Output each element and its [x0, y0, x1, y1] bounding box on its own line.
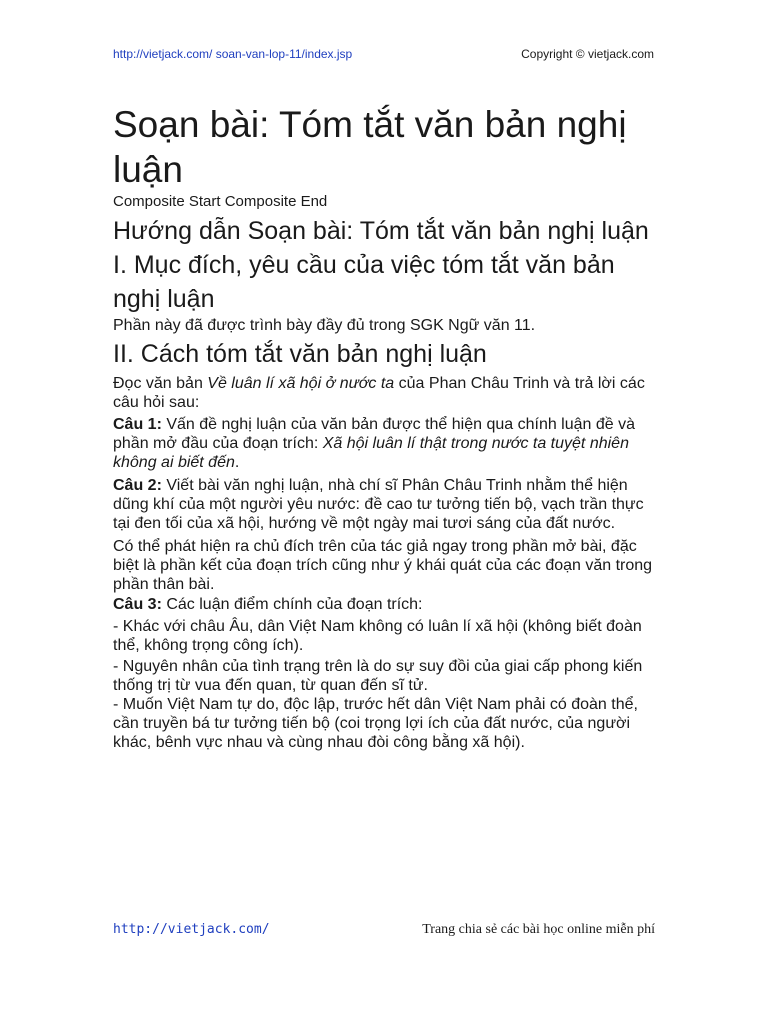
section2-heading: II. Cách tóm tắt văn bản nghị luận	[113, 340, 487, 368]
list-item: - Khác với châu Âu, dân Việt Nam không có luân lí xã hội (không biết đoàn thể, không trọng công ích).	[113, 618, 642, 654]
question-1	[113, 415, 658, 472]
q1-quote: Xã hội luân lí thật trong nước ta tuyệt nhiên không ai biết đến	[113, 435, 629, 471]
q1-end: .	[234, 454, 240, 471]
footer-text: Trang chia sẻ các bài học online miễn phí	[422, 922, 655, 937]
q2-text: Viết bài văn nghị luận, nhà chí sĩ Phân Châu Trinh nhằm thể hiện dũng khí của một người yêu nước: đề cao tư tưởng tiến bộ, vạch trần thực tại đen tối của xã hội, hướng về một ngày mai tươi sáng của đất nước.	[113, 477, 644, 532]
question-2	[113, 476, 658, 533]
header-link[interactable]: http://vietjack.com/ soan-van-lop-11/index.jsp	[113, 47, 353, 61]
page-footer	[113, 922, 655, 940]
q3-text: Các luận điểm chính của đoạn trích:	[161, 596, 423, 613]
section2-intro	[113, 374, 658, 412]
list-item: - Muốn Việt Nam tự do, độc lập, trước hết dân Việt Nam phải có đoàn thể, cần truyền bá tư tưởng tiến bộ (coi trọng lợi ích của đất nước, của người khác, bênh vực nhau và cùng nhau đòi công bằng xã hội).	[113, 696, 638, 751]
intro-work-title: Về luân lí xã hội ở nước ta	[207, 375, 395, 392]
q1-label: Câu 1:	[113, 416, 162, 433]
footer-link[interactable]: http://vietjack.com/	[113, 922, 270, 937]
page-header	[113, 47, 654, 65]
composite-marker: Composite Start Composite End	[113, 193, 328, 210]
list-item: - Nguyên nhân của tình trạng trên là do sự suy đồi của giai cấp phong kiến thống trị từ vua đến quan, từ quan đến sĩ tử.	[113, 658, 643, 694]
guide-heading: Hướng dẫn Soạn bài: Tóm tắt văn bản nghị luận	[113, 217, 649, 245]
intro-before: Đọc văn bản	[113, 375, 208, 392]
question-3	[113, 595, 658, 614]
section1-heading: I. Mục đích, yêu cầu của việc tóm tắt văn bản nghị luận	[113, 251, 615, 313]
q1-text: Vấn đề nghị luận của văn bản được thể hiện qua chính luận đề và phần mở đầu của đoạn trích:	[113, 416, 636, 452]
section1-text: Phần này đã được trình bày đầy đủ trong SGK Ngữ văn 11.	[113, 317, 536, 334]
header-copyright: Copyright © vietjack.com	[521, 47, 654, 61]
article-content	[113, 102, 658, 752]
page-title: Soạn bài: Tóm tắt văn bản nghị luận	[113, 104, 627, 190]
question-2-paragraph: Có thể phát hiện ra chủ đích trên của tác giả ngay trong phần mở bài, đặc biệt là phần kết của đoạn trích cũng như ý khái quát của các đoạn văn trong phần thân bài.	[113, 538, 653, 593]
q3-label: Câu 3:	[113, 596, 162, 613]
intro-after: của Phan Châu Trinh và trả lời các câu hỏi sau:	[113, 375, 645, 411]
q2-label: Câu 2:	[113, 477, 162, 494]
